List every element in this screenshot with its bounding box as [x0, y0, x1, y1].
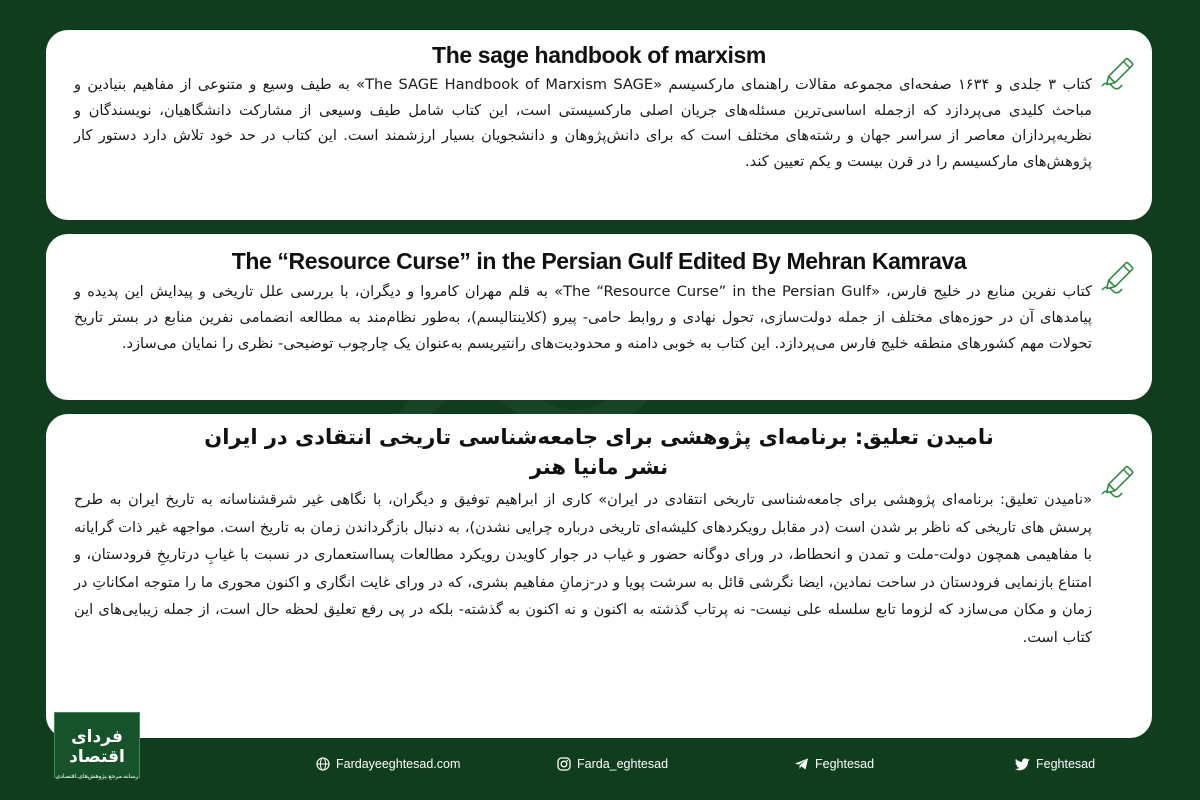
book-title: The sage handbook of marxism: [432, 42, 766, 68]
book-description: کتاب ۳ جلدی و ۱۶۳۴ صفحه‌ای مجموعه مقالات راهنمای مارکسیسم «The SAGE Handbook of Marxism SAGE» به طیف وسیع و متنوعی از مفاهیم بنیادین و مباحث کلیدی می‌پردازد که ازجمله اساسی‌ترین مسئله‌های جریان اصلی مارکسیستی است، این کتاب شامل طیف وسیعی از مشارکت دانشگاهیان، نویسندگان و نظریه‌پردازان معاصر از سراسر جهان و رشته‌های مختلف است که برای دانش‌پژوهان و دانشجویان بسیار ارزشمند است. این کتاب در حد خود تلاش دارد دستور کار پژوهش‌های مارکسیسم را در قرن بیست و یکم تعیین کند.: [74, 76, 1092, 170]
website-link[interactable]: [316, 754, 460, 774]
book-description: کتاب نفرین منابع در خلیج فارس، «The “Resource Curse” in the Persian Gulf» به قلم مهران کامروا و دیگران، با بررسی علل تاریخی و پیدایش این پدیده و پیامدهای آن در حوزه‌های مختلف از جمله دولت‌سازی، تحول نهادی و روابط حامی- پیرو (کلاینتالیسم)، به‌طور نظام‌مند به مطالعه انضمامی نفرین منابع در بستر تاریخ تحولات مهم کشورهای منطقه خلیج فارس می‌پردازد. این کتاب به خوبی دامنه و محدودیت‌های رانتیریسم به‌عنوان یک چارچوب توضیحی- نظری را نمایان می‌سازد.: [74, 283, 1092, 352]
book-title: نامیدن تعلیق: برنامه‌ای پژوهشی برای جامعه‌شناسی تاریخی انتقادی در ایران: [204, 425, 994, 449]
telegram-icon: [794, 757, 809, 771]
website-label: Fardayeeghtesad.com: [336, 757, 461, 771]
book-card-naming-suspension: [46, 414, 1152, 738]
instagram-icon: [557, 757, 571, 771]
social-links: [0, 754, 1200, 774]
globe-icon: [316, 757, 330, 771]
book-card-sage-handbook: [46, 30, 1152, 220]
instagram-link[interactable]: [557, 754, 668, 774]
book-card-resource-curse: [46, 234, 1152, 400]
pencil-icon: [1100, 458, 1138, 498]
telegram-label: Feghtesad: [815, 757, 875, 771]
brand-logo-name: فردای اقتصاد: [69, 727, 125, 767]
brand-logo-tagline: رسانه مرجع پژوهش‌های اقتصادی: [55, 773, 139, 780]
twitter-icon: [1015, 758, 1030, 771]
book-publisher: نشر مانیا هنر: [529, 455, 669, 479]
instagram-label: Farda_eghtesad: [577, 757, 669, 771]
telegram-link[interactable]: [794, 754, 874, 774]
book-title: The “Resource Curse” in the Persian Gulf Edited By Mehran Kamrava: [231, 248, 967, 274]
pencil-icon: [1100, 254, 1138, 294]
twitter-link[interactable]: [1015, 754, 1095, 774]
pencil-icon: [1100, 50, 1138, 90]
twitter-label: Feghtesad: [1036, 757, 1096, 771]
book-description: «نامیدن تعلیق: برنامه‌ای پژوهشی برای جامعه‌شناسی تاریخی انتقادی در ایران» کاری از ابراهیم توفیق و دیگران، با نگاهی غیر شرقشناسانه به تاریخ ایران به طرح پرسش های تاریخی که ناظر بر شدن است (در مقابل رویکردهای کلیشه‌ای تاریخی درباره چرایی نشدن)، به دنبال بازگرداندن زمان به تاریخ است. مواجهه غیر ذات گرایانه با مفاهیمی همچون دولت-ملت و تمدن و انحطاط، در ورای دوگانه حضور و غیاب در جوار کاویدن رویکرد مطالعات پسااستعماری در نسبت با غیابِ درتاریخِ فرودستان، و امتناع بازنمایی فرودستان در ساحت نمادین، ایضا نگرشی قائل به سرشت پویا و در-زمانِ مفاهیم بشری، که در ورای غایت انگاری و اکنون محوری ما را متوجه امکاناتِ در زمان و مکان می‌سازد که لزوما تابع سلسله علی نیست- نه پرتاب گذشته به اکنون و نه اکنون به گذشته- بلکه در پی رفع تعلیق لحظه حال است، از جمله زیبایی‌های این کتاب است.: [74, 491, 1092, 646]
